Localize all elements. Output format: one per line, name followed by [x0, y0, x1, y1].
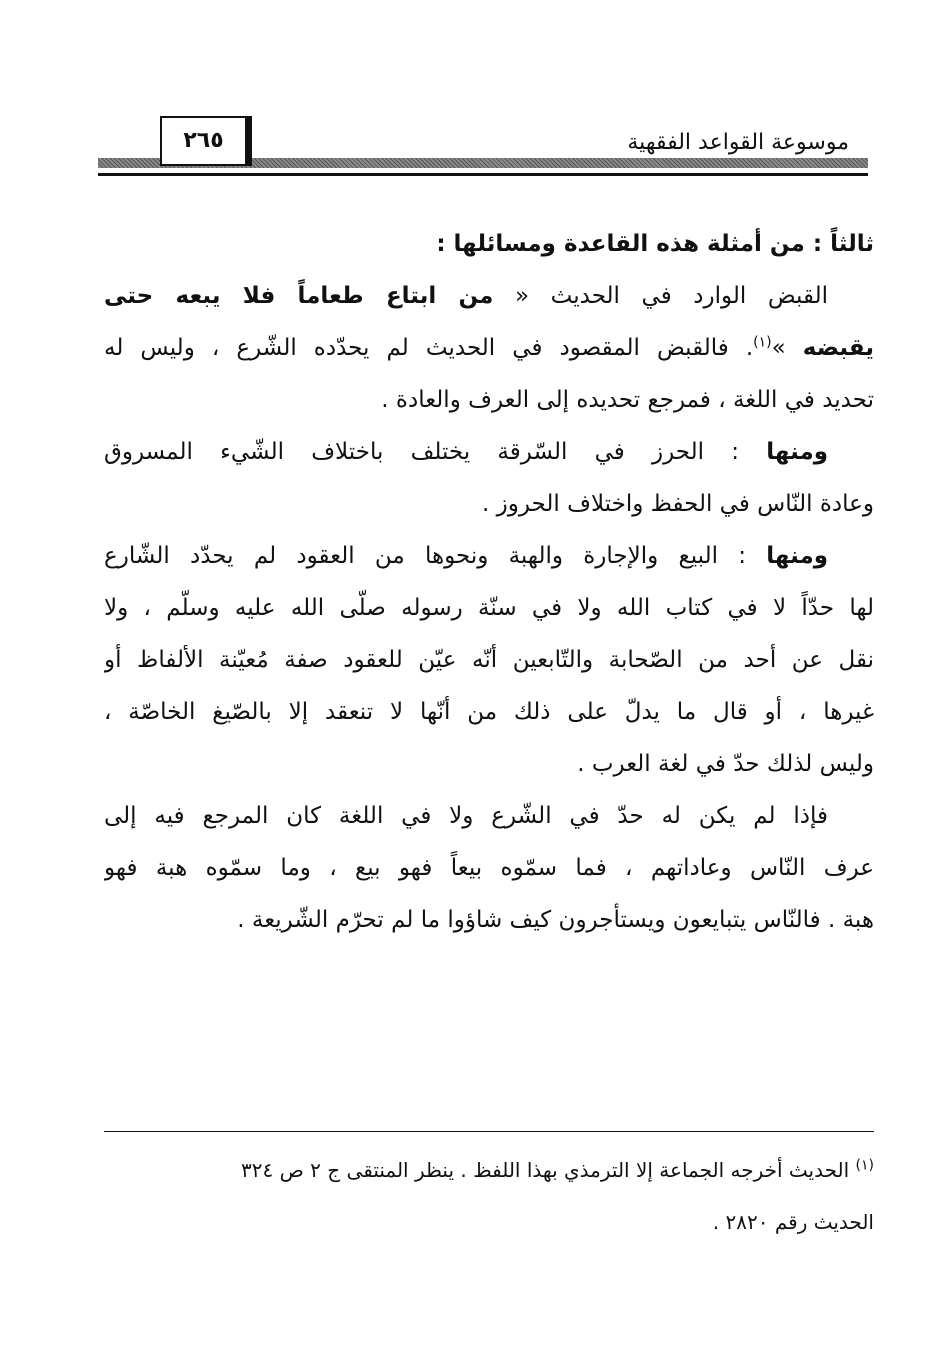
- footnote-text: الحديث أخرجه الجماعة إلا الترمذي بهذا اللفظ . ينظر المنتقى ج ٢ ص ٣٢٤: [241, 1158, 856, 1182]
- paragraph-line: نقل عن أحد من الصّحابة والتّابعين أنّه عيّن للعقود صفة مُعيّنة الألفاظ أو: [104, 647, 874, 673]
- paragraph-line: وليس لذلك حدّ في لغة العرب .: [577, 751, 874, 777]
- paragraph-line: [104, 530, 874, 582]
- header-rule-line: [98, 173, 868, 176]
- hadith-quote: من ابتاع طعاماً فلا يبعه حتى: [104, 283, 494, 309]
- footnote-reference[interactable]: (١): [753, 334, 772, 351]
- footnote-separator: [104, 1131, 874, 1132]
- paragraph-text: »: [771, 335, 803, 361]
- paragraph-line: فإذا لم يكن له حدّ في الشّرع ولا في اللغة كان المرجع فيه إلى: [104, 803, 828, 829]
- hadith-quote-end: يقبضه: [802, 335, 874, 361]
- paragraph-line: غيرها ، أو قال ما يدلّ على ذلك من أنّها لا تنعقد إلا بالصّيغ الخاصّة ،: [104, 699, 874, 725]
- running-header-title: موسوعة القواعد الفقهية: [627, 130, 849, 155]
- paragraph-line: لها حدّاً لا في كتاب الله ولا في سنّة رسوله صلّى الله عليه وسلّم ، ولا: [104, 595, 874, 621]
- section-heading: ثالثاً : من أمثلة هذه القاعدة ومسائلها :: [436, 231, 874, 257]
- paragraph-line: وعادة النّاس في الحفظ واختلاف الحروز .: [482, 491, 874, 517]
- paragraph-line: عرف النّاس وعاداتهم ، فما سمّوه بيعاً فهو بيع ، وما سمّوه هبة فهو: [104, 855, 874, 881]
- paragraph-text: : البيع والإجارة والهبة ونحوها من العقود لم يحدّد الشّارع: [104, 543, 767, 569]
- paragraph-text: : الحرز في السّرقة يختلف باختلاف الشّيء المسروق: [104, 439, 767, 465]
- paragraph-line: هبة . فالنّاس يتبايعون ويستأجرون كيف شاؤوا ما لم تحرّم الشّريعة .: [237, 907, 874, 933]
- footnote-line: الحديث رقم ٢٨٢٠ .: [712, 1210, 874, 1234]
- paragraph-line: [104, 270, 874, 322]
- paragraph-line: [104, 426, 874, 478]
- paragraph-text: . فالقبض المقصود في الحديث لم يحدّده الشّرع ، وليس له: [104, 335, 754, 361]
- page-number-box: [160, 116, 252, 166]
- footnote: [104, 1144, 874, 1248]
- paragraph-text: القبض الوارد في الحديث «: [493, 283, 828, 309]
- footnote-line: [104, 1144, 874, 1196]
- paragraph-line: تحديد في اللغة ، فمرجع تحديده إلى العرف والعادة .: [381, 387, 874, 413]
- example-label: ومنها: [766, 439, 828, 465]
- footnote-marker: (١): [855, 1157, 874, 1174]
- page-number: ٢٦٥: [183, 128, 224, 153]
- example-label: ومنها: [766, 543, 828, 569]
- paragraph-line: [104, 322, 874, 374]
- main-text: [104, 218, 874, 946]
